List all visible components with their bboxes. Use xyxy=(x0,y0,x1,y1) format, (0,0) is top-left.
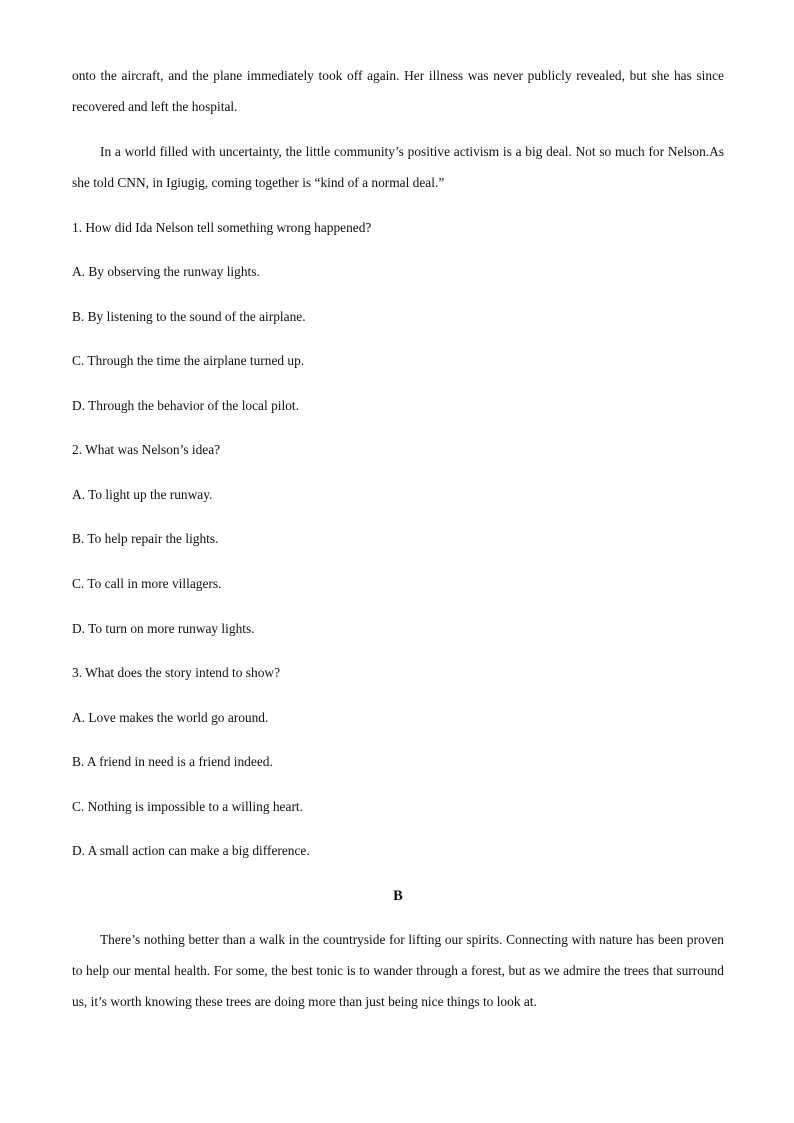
section-b-paragraph-1: There’s nothing better than a walk in the countryside for lifting our spirits. Connecting with nature has been proven to help our mental health. For some, the best tonic is to wander through a forest, but as we admire the trees that surround us, it’s worth knowing these trees are doing more than just being nice things to look at. xyxy=(72,932,724,1009)
section-b-heading: B xyxy=(393,888,403,904)
question-2-option-a: A. To light up the runway. xyxy=(72,487,213,502)
passage-a-paragraph-2: In a world filled with uncertainty, the little community’s positive activism is a big deal. Not so much for Nelson.As she told CNN, in Igiugig, coming together is “kind of a normal deal.” xyxy=(72,144,724,190)
question-1-option-a: A. By observing the runway lights. xyxy=(72,264,260,279)
question-3-option-c: C. Nothing is impossible to a willing heart. xyxy=(72,799,303,814)
question-2-option-b: B. To help repair the lights. xyxy=(72,531,219,546)
question-2-option-d: D. To turn on more runway lights. xyxy=(72,621,255,636)
question-2-option-c: C. To call in more villagers. xyxy=(72,576,222,591)
question-2-stem: 2. What was Nelson’s idea? xyxy=(72,442,221,457)
question-3-stem: 3. What does the story intend to show? xyxy=(72,665,281,680)
question-3-option-d: D. A small action can make a big difference. xyxy=(72,843,310,858)
question-3-option-a: A. Love makes the world go around. xyxy=(72,710,269,725)
question-1-option-b: B. By listening to the sound of the airplane. xyxy=(72,309,306,324)
question-3-option-b: B. A friend in need is a friend indeed. xyxy=(72,754,273,769)
question-1-stem: 1. How did Ida Nelson tell something wrong happened? xyxy=(72,220,372,235)
question-1-option-c: C. Through the time the airplane turned up. xyxy=(72,353,305,368)
question-1-option-d: D. Through the behavior of the local pilot. xyxy=(72,398,299,413)
passage-a-paragraph-1: onto the aircraft, and the plane immediately took off again. Her illness was never publicly revealed, but she has since recovered and left the hospital. xyxy=(72,68,724,114)
